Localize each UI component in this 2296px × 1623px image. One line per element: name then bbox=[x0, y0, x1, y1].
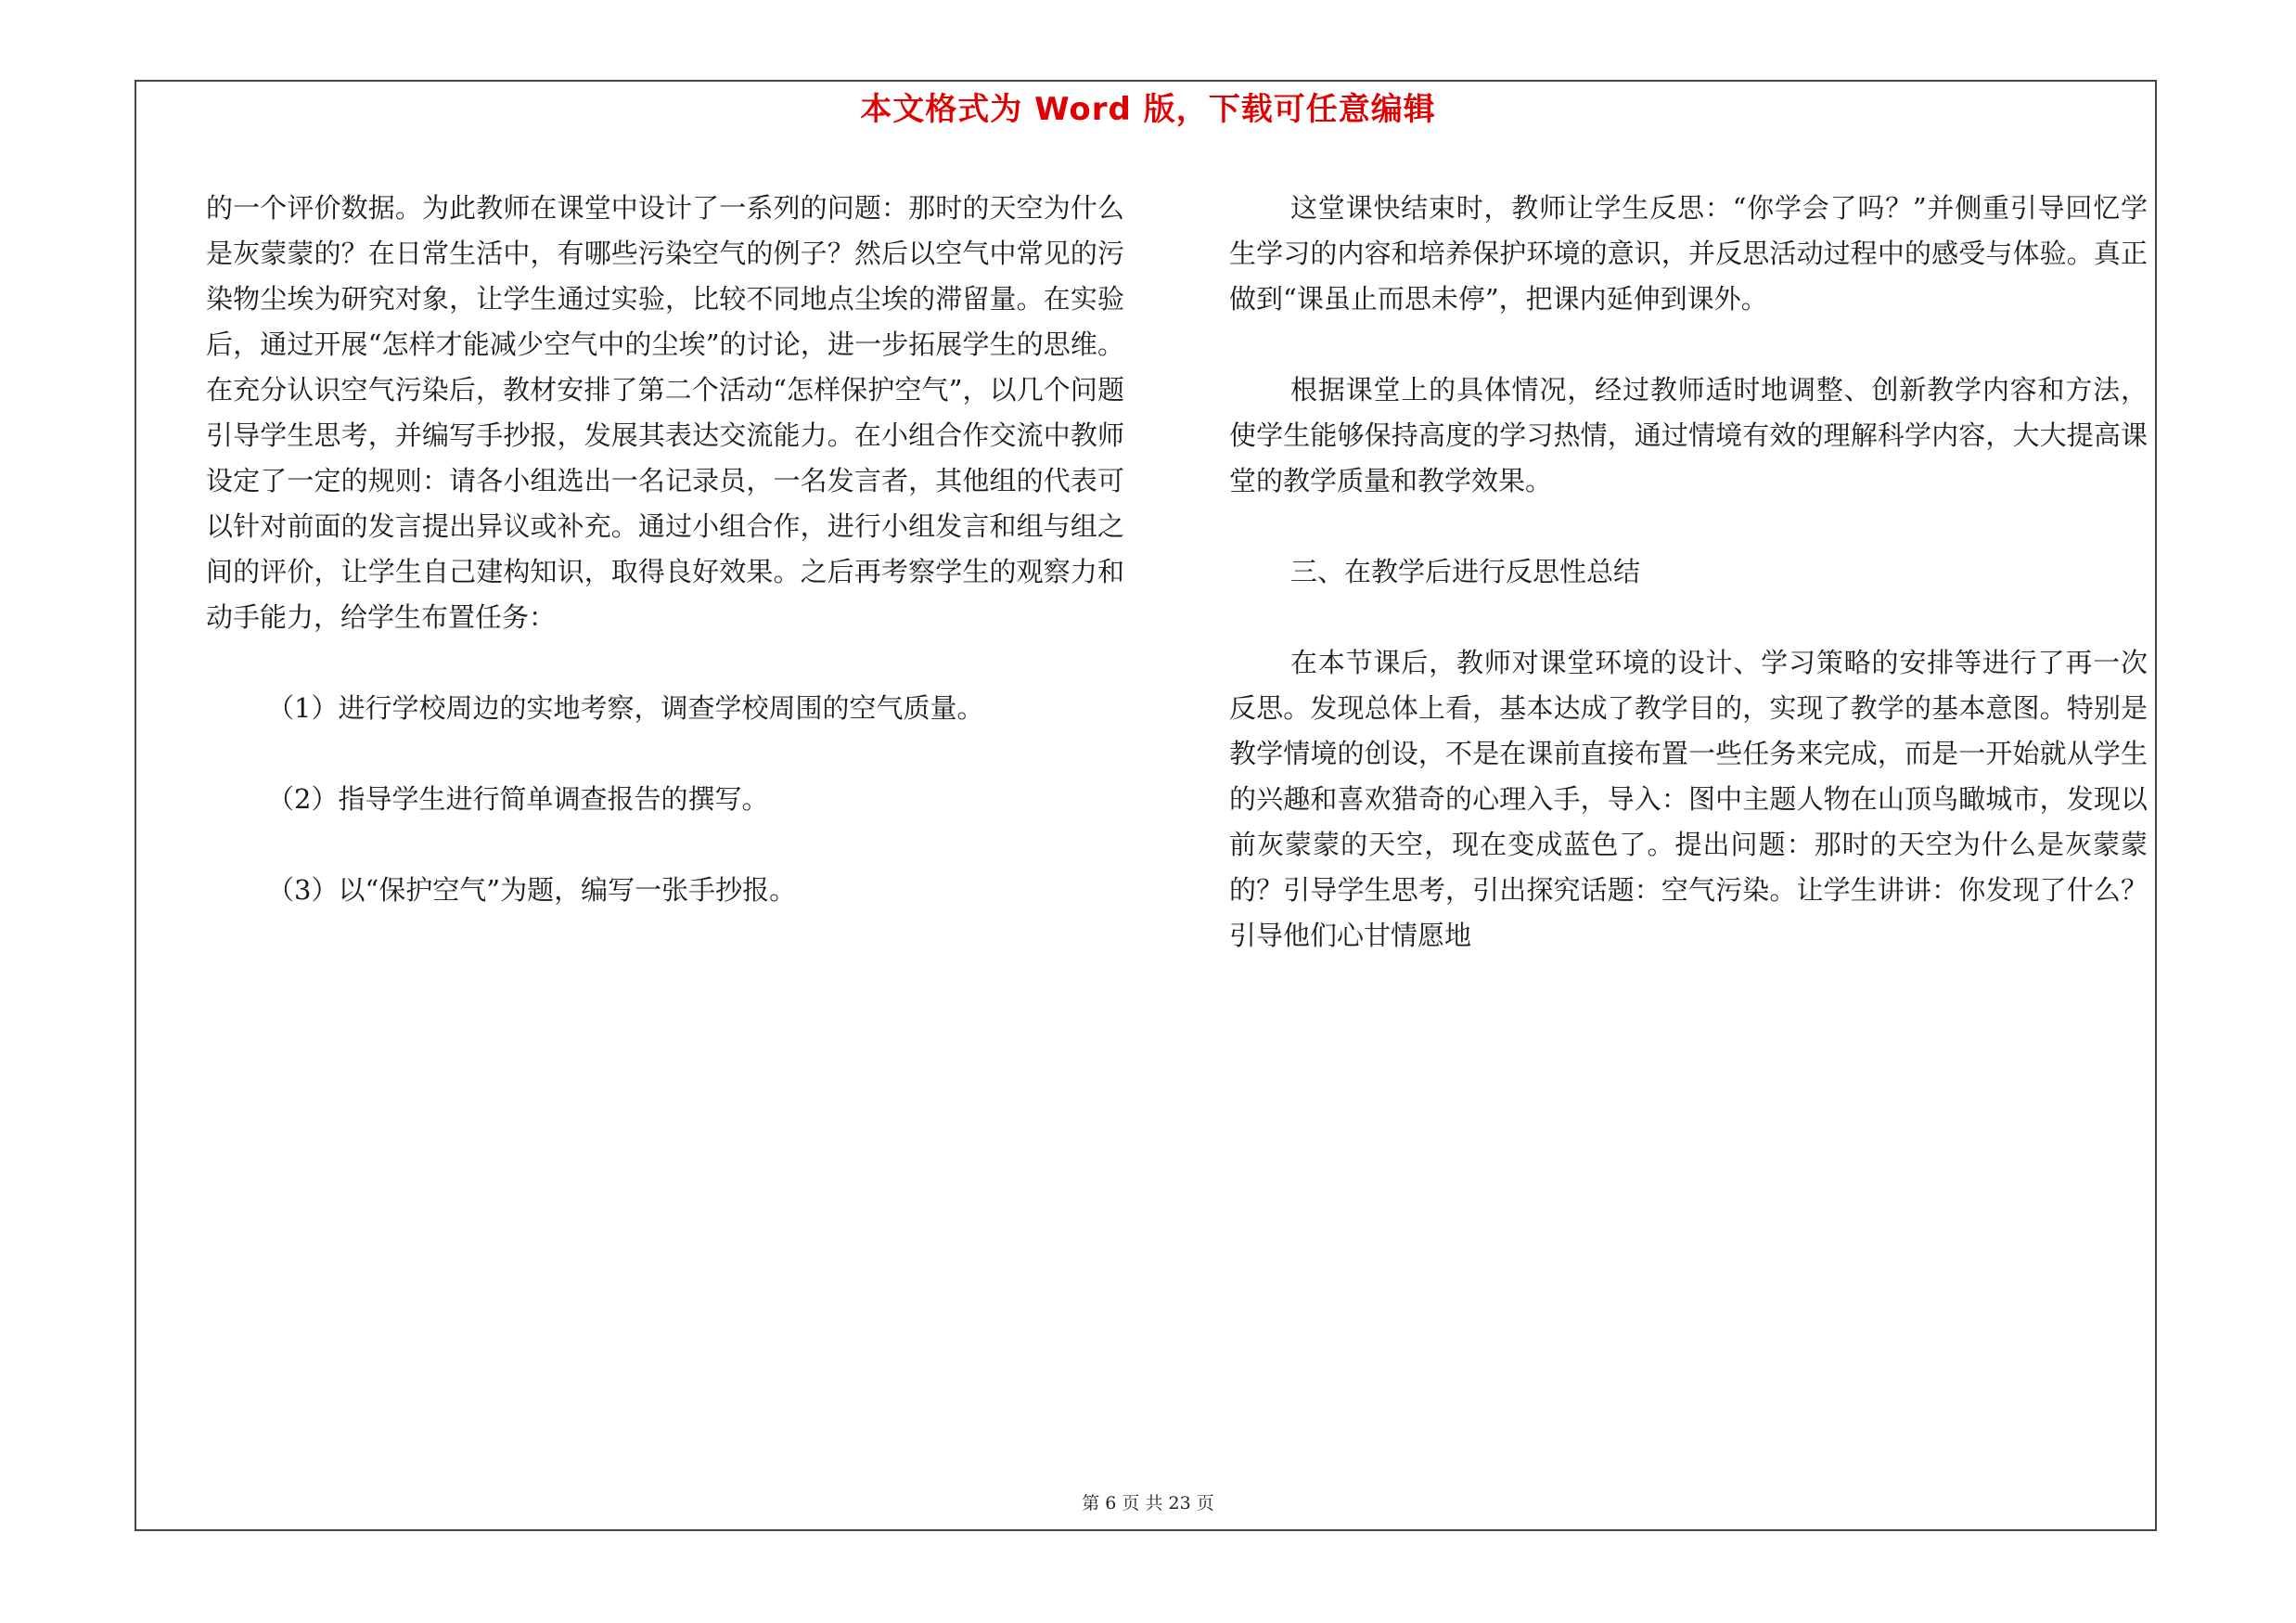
body-paragraph: 这堂课快结束时，教师让学生反思：“你学会了吗？”并侧重引导回忆学生学习的内容和培养保护环境的意识，并反思活动过程中的感受与体验。真正做到“课虽止而思未停”，把课内延伸到课外。 bbox=[1229, 192, 2148, 315]
page-number: 第 6 页 共 23 页 bbox=[1082, 1493, 1214, 1514]
editable-notice-banner: 本文格式为 Word 版，下载可任意编辑 bbox=[860, 91, 1436, 128]
task-item-2: （2）指导学生进行简单调查报告的撰写。 bbox=[267, 783, 769, 815]
body-paragraph: 的一个评价数据。为此教师在课堂中设计了一系列的问题：那时的天空为什么是灰蒙蒙的？在日常生活中，有哪些污染空气的例子？然后以空气中常见的污染物尘埃为研究对象，让学生通过实验，比较不同地点尘埃的滞留量。在实验后，通过开展“怎样才能减少空气中的尘埃”的讨论，进一步拓展学生的思维。在充分认识空气污染后，教材安排了第二个活动“怎样保护空气”，以几个问题引导学生思考，并编写手抄报，发展其表达交流能力。在小组合作交流中教师设定了一定的规则：请各小组选出一名记录员，一名发言者，其他组的代表可以针对前面的发言提出异议或补充。通过小组合作，进行小组发言和组与组之间的评价，让学生自己建构知识，取得良好效果。之后再考察学生的观察力和动手能力，给学生布置任务： bbox=[206, 192, 1124, 633]
body-paragraph: 在本节课后，教师对课堂环境的设计、学习策略的安排等进行了再一次反思。发现总体上看，基本达成了教学目的，实现了教学的基本意图。特别是教学情境的创设，不是在课前直接布置一些任务来完成，而是一开始就从学生的兴趣和喜欢猎奇的心理入手，导入：图中主题人物在山顶鸟瞰城市，发现以前灰蒙蒙的天空，现在变成蓝色了。提出问题：那时的天空为什么是灰蒙蒙的？引导学生思考，引出探究话题：空气污染。让学生讲讲：你发现了什么？引导他们心甘情愿地 bbox=[1229, 647, 2148, 951]
task-item-3: （3）以“保护空气”为题，编写一张手抄报。 bbox=[267, 874, 797, 906]
right-column bbox=[1229, 186, 2148, 959]
section-heading: 三、在教学后进行反思性总结 bbox=[1290, 556, 1641, 587]
body-paragraph: 根据课堂上的具体情况，经过教师适时地调整、创新教学内容和方法，使学生能够保持高度的学习热情，通过情境有效的理解科学内容，大大提高课堂的教学质量和教学效果。 bbox=[1229, 374, 2148, 496]
task-item-1: （1）进行学校周边的实地考察，调查学校周围的空气质量。 bbox=[267, 692, 984, 724]
left-column bbox=[206, 186, 1124, 913]
